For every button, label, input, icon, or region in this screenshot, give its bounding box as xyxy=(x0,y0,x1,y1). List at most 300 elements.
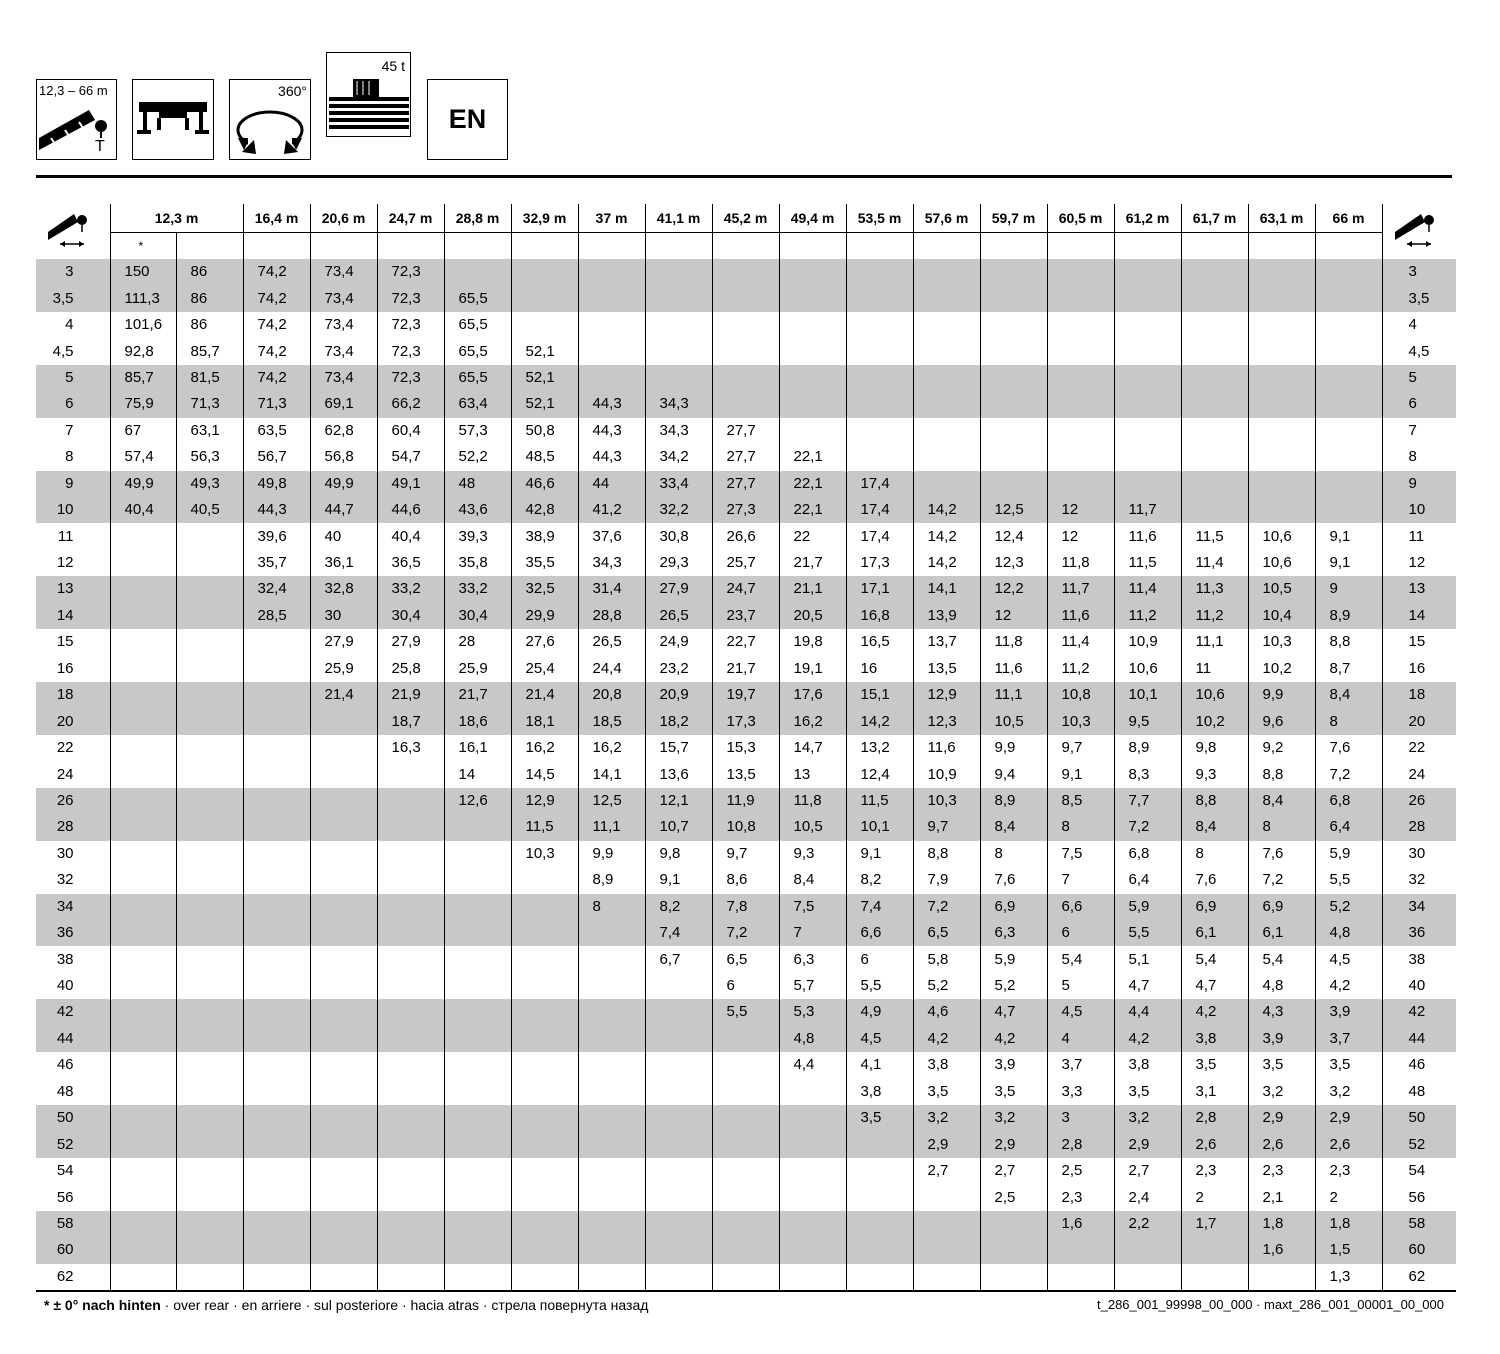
load-cell: 13,7 xyxy=(913,629,980,655)
load-cell: 62,8 xyxy=(310,418,377,444)
subheader-cell xyxy=(1047,232,1114,259)
table-row xyxy=(36,682,1456,708)
load-cell xyxy=(712,365,779,391)
subheader-cell xyxy=(1114,232,1181,259)
load-cell: 8,9 xyxy=(1315,603,1382,629)
load-cell xyxy=(176,1105,243,1131)
load-cell xyxy=(110,761,176,787)
load-cell xyxy=(846,1184,913,1210)
boom-length-header-9: 49,4 m xyxy=(779,204,846,232)
rotation-arrow-icon xyxy=(230,80,312,161)
load-cell xyxy=(1315,285,1382,311)
subheader-cell xyxy=(578,232,645,259)
load-cell: 16,2 xyxy=(511,735,578,761)
load-cell xyxy=(310,735,377,761)
load-cell xyxy=(980,365,1047,391)
load-cell: 6,4 xyxy=(1315,814,1382,840)
load-cell: 2,7 xyxy=(1114,1158,1181,1184)
load-cell: 17,4 xyxy=(846,523,913,549)
load-cell: 11,2 xyxy=(1181,603,1248,629)
load-cell xyxy=(444,1158,511,1184)
load-cell: 52,1 xyxy=(511,365,578,391)
load-cell xyxy=(1315,418,1382,444)
load-cell: 6 xyxy=(846,946,913,972)
load-cell: 72,3 xyxy=(377,259,444,285)
load-cell: 7,5 xyxy=(779,894,846,920)
radius-cell: 42 xyxy=(36,999,110,1025)
load-cell: 11,4 xyxy=(1047,629,1114,655)
load-cell: 8,8 xyxy=(1181,788,1248,814)
load-cell: 17,4 xyxy=(846,497,913,523)
load-cell xyxy=(110,682,176,708)
load-cell xyxy=(779,1079,846,1105)
load-cell xyxy=(176,603,243,629)
load-cell: 3,7 xyxy=(1315,1026,1382,1052)
load-cell: 2,9 xyxy=(913,1131,980,1157)
load-cell: 27,9 xyxy=(645,576,712,602)
load-cell: 24,7 xyxy=(712,576,779,602)
load-cell: 9,2 xyxy=(1248,735,1315,761)
load-cell xyxy=(1248,497,1315,523)
load-cell xyxy=(110,735,176,761)
load-cell: 3,8 xyxy=(1114,1052,1181,1078)
load-cell xyxy=(110,629,176,655)
load-cell: 3,8 xyxy=(1181,1026,1248,1052)
radius-cell-right: 4 xyxy=(1382,312,1456,338)
load-cell xyxy=(176,1052,243,1078)
load-cell: 52,1 xyxy=(511,338,578,364)
load-cell: 14,2 xyxy=(846,708,913,734)
load-cell: 10,4 xyxy=(1248,603,1315,629)
table-row xyxy=(36,471,1456,497)
radius-cell: 4 xyxy=(65,316,74,334)
load-cell xyxy=(846,312,913,338)
load-cell: 52,1 xyxy=(511,391,578,417)
load-cell: 2,8 xyxy=(1181,1105,1248,1131)
load-cell: 150 xyxy=(110,259,176,285)
load-cell xyxy=(377,1052,444,1078)
load-cell xyxy=(913,259,980,285)
load-cell xyxy=(1248,312,1315,338)
load-cell: 72,3 xyxy=(377,285,444,311)
load-cell: 26,5 xyxy=(645,603,712,629)
load-cell: 8,7 xyxy=(1315,656,1382,682)
load-cell xyxy=(578,259,645,285)
load-cell: 86 xyxy=(176,312,243,338)
load-cell: 20,5 xyxy=(779,603,846,629)
load-cell xyxy=(110,1052,176,1078)
load-cell xyxy=(243,1026,310,1052)
load-cell xyxy=(779,285,846,311)
boom-length-header-6: 37 m xyxy=(578,204,645,232)
load-cell xyxy=(846,285,913,311)
load-cell: 85,7 xyxy=(176,338,243,364)
load-cell: 4,8 xyxy=(1315,920,1382,946)
radius-cell: 10 xyxy=(36,497,110,523)
load-cell xyxy=(310,1052,377,1078)
load-cell xyxy=(980,391,1047,417)
load-cell xyxy=(846,391,913,417)
radius-cell-right: 50 xyxy=(1382,1105,1456,1131)
load-cell: 11,5 xyxy=(846,788,913,814)
load-cell xyxy=(511,1026,578,1052)
radius-cell-right: 16 xyxy=(1382,656,1456,682)
load-cell: 9,3 xyxy=(1181,761,1248,787)
load-cell xyxy=(913,471,980,497)
load-cell xyxy=(779,1158,846,1184)
load-cell: 17,1 xyxy=(846,576,913,602)
load-cell: 49,1 xyxy=(377,471,444,497)
load-cell xyxy=(310,867,377,893)
load-cell: 8,9 xyxy=(578,867,645,893)
load-cell: 6,5 xyxy=(712,946,779,972)
load-cell: 10,7 xyxy=(645,814,712,840)
load-cell xyxy=(712,312,779,338)
load-cell: 19,1 xyxy=(779,656,846,682)
load-cell: 10,8 xyxy=(712,814,779,840)
table-row xyxy=(36,391,1456,417)
load-cell xyxy=(1248,391,1315,417)
load-cell xyxy=(1047,418,1114,444)
load-cell xyxy=(444,1237,511,1263)
load-cell: 9,9 xyxy=(1248,682,1315,708)
load-cell: 11,6 xyxy=(1114,523,1181,549)
load-cell: 9,9 xyxy=(578,841,645,867)
load-cell xyxy=(110,973,176,999)
load-cell xyxy=(1315,391,1382,417)
radius-cell: 34 xyxy=(36,894,110,920)
radius-cell-right: 3 xyxy=(1382,259,1456,285)
load-cell xyxy=(377,867,444,893)
load-cell: 5,2 xyxy=(1315,894,1382,920)
load-cell xyxy=(578,1237,645,1263)
load-cell: 6,9 xyxy=(1181,894,1248,920)
load-cell: 22 xyxy=(779,523,846,549)
table-row xyxy=(36,603,1456,629)
load-cell: 9,6 xyxy=(1248,708,1315,734)
load-cell: 6,5 xyxy=(913,920,980,946)
load-cell: 11,6 xyxy=(913,735,980,761)
load-cell xyxy=(645,973,712,999)
load-cell: 21,1 xyxy=(779,576,846,602)
load-cell: 66,2 xyxy=(377,391,444,417)
load-cell xyxy=(110,999,176,1025)
load-cell xyxy=(310,788,377,814)
load-cell: 4,7 xyxy=(1181,973,1248,999)
load-cell: 39,6 xyxy=(243,523,310,549)
load-cell xyxy=(980,312,1047,338)
load-cell xyxy=(645,1158,712,1184)
load-cell xyxy=(377,946,444,972)
load-cell xyxy=(310,841,377,867)
load-cell xyxy=(578,1211,645,1237)
radius-cell: 44 xyxy=(36,1026,110,1052)
load-cell xyxy=(511,1079,578,1105)
load-cell xyxy=(1047,1237,1114,1263)
boom-length-header-5: 32,9 m xyxy=(511,204,578,232)
load-cell: 69,1 xyxy=(310,391,377,417)
load-cell xyxy=(444,1026,511,1052)
load-cell xyxy=(1047,391,1114,417)
load-cell: 10,3 xyxy=(1248,629,1315,655)
load-cell xyxy=(176,920,243,946)
load-cell: 25,4 xyxy=(511,656,578,682)
load-cell: 7,6 xyxy=(1181,867,1248,893)
load-cell: 8,3 xyxy=(1114,761,1181,787)
load-cell: 65,5 xyxy=(444,285,511,311)
load-cell: 10,6 xyxy=(1181,682,1248,708)
load-cell xyxy=(377,841,444,867)
load-cell: 49,3 xyxy=(176,471,243,497)
load-cell: 11,1 xyxy=(578,814,645,840)
load-cell xyxy=(645,1237,712,1263)
load-cell xyxy=(1114,391,1181,417)
load-cell xyxy=(110,1079,176,1105)
table-row xyxy=(36,576,1456,602)
load-cell: 3,5 xyxy=(913,1079,980,1105)
boom-length-header-1: 16,4 m xyxy=(243,204,310,232)
load-cell: 12 xyxy=(980,603,1047,629)
load-cell xyxy=(310,1105,377,1131)
load-cell xyxy=(110,1105,176,1131)
load-cell: 19,7 xyxy=(712,682,779,708)
load-cell: 12,9 xyxy=(511,788,578,814)
load-cell xyxy=(779,259,846,285)
load-cell: 36,1 xyxy=(310,550,377,576)
load-cell: 33,4 xyxy=(645,471,712,497)
radius-cell: 11 xyxy=(57,527,74,545)
load-cell xyxy=(712,1105,779,1131)
boom-length-header-0: 12,3 m xyxy=(110,204,243,232)
load-cell: 9,7 xyxy=(1047,735,1114,761)
load-cell: 27,3 xyxy=(712,497,779,523)
load-cell: 11,2 xyxy=(1047,656,1114,682)
outrigger-base-icon xyxy=(133,80,215,161)
load-cell: 14 xyxy=(444,761,511,787)
load-cell xyxy=(110,1158,176,1184)
load-cell: 12,1 xyxy=(645,788,712,814)
load-cell xyxy=(110,841,176,867)
load-cell xyxy=(511,894,578,920)
load-cell xyxy=(712,1158,779,1184)
load-cell: 11,6 xyxy=(980,656,1047,682)
load-cell: 44,3 xyxy=(578,418,645,444)
load-cell xyxy=(645,365,712,391)
load-cell xyxy=(1114,259,1181,285)
load-cell: 7,5 xyxy=(1047,841,1114,867)
load-cell: 2,9 xyxy=(1248,1105,1315,1131)
radius-cell-right: 5 xyxy=(1382,365,1456,391)
load-cell xyxy=(578,338,645,364)
load-cell xyxy=(578,1184,645,1210)
load-cell: 11,5 xyxy=(1181,523,1248,549)
load-cell xyxy=(310,708,377,734)
table-row xyxy=(36,418,1456,444)
table-row xyxy=(36,1105,1456,1131)
load-cell: 12,3 xyxy=(980,550,1047,576)
load-cell: 3,8 xyxy=(913,1052,980,1078)
load-cell xyxy=(846,444,913,470)
load-cell: 7 xyxy=(1047,867,1114,893)
load-cell xyxy=(712,1052,779,1078)
load-cell: 5,5 xyxy=(712,999,779,1025)
load-cell xyxy=(779,1237,846,1263)
load-cell: 29,9 xyxy=(511,603,578,629)
load-cell xyxy=(1248,338,1315,364)
load-cell xyxy=(511,999,578,1025)
load-cell: 30,4 xyxy=(444,603,511,629)
load-cell xyxy=(243,1211,310,1237)
load-cell: 9 xyxy=(1315,576,1382,602)
load-cell xyxy=(511,1052,578,1078)
load-cell: 5 xyxy=(1047,973,1114,999)
load-cell: 11,2 xyxy=(1114,603,1181,629)
load-cell: 6 xyxy=(1047,920,1114,946)
load-cell xyxy=(444,894,511,920)
load-cell: 10,9 xyxy=(1114,629,1181,655)
load-cell: 7,2 xyxy=(1248,867,1315,893)
load-cell xyxy=(1047,1264,1114,1291)
load-cell xyxy=(1114,338,1181,364)
radius-cell-right: 38 xyxy=(1382,946,1456,972)
load-cell xyxy=(176,788,243,814)
radius-cell-right: 14 xyxy=(1382,603,1456,629)
load-cell xyxy=(377,788,444,814)
radius-cell-right: 44 xyxy=(1382,1026,1456,1052)
load-cell: 2,7 xyxy=(913,1158,980,1184)
radius-cell-right: 36 xyxy=(1382,920,1456,946)
radius-cell-right: 20 xyxy=(1382,708,1456,734)
load-cell: 75,9 xyxy=(110,391,176,417)
load-cell xyxy=(310,973,377,999)
subheader-cell xyxy=(779,232,846,259)
load-cell xyxy=(846,338,913,364)
load-cell: 65,5 xyxy=(444,312,511,338)
load-cell xyxy=(712,1184,779,1210)
boom-length-header-13: 60,5 m xyxy=(1047,204,1114,232)
load-cell: 12,4 xyxy=(846,761,913,787)
load-cell: 38,9 xyxy=(511,523,578,549)
load-cell: 10,5 xyxy=(980,708,1047,734)
load-cell xyxy=(243,1237,310,1263)
radius-cell: 20 xyxy=(36,708,110,734)
load-cell: 11,7 xyxy=(1047,576,1114,602)
load-cell xyxy=(377,920,444,946)
radius-cell: 12 xyxy=(56,554,74,572)
load-cell xyxy=(1315,312,1382,338)
radius-cell-right: 4,5 xyxy=(1382,338,1456,364)
load-cell xyxy=(913,1211,980,1237)
load-cell xyxy=(1248,365,1315,391)
load-cell xyxy=(110,708,176,734)
radius-cell-right: 30 xyxy=(1382,841,1456,867)
load-cell xyxy=(176,656,243,682)
load-cell: 4,2 xyxy=(1315,973,1382,999)
radius-cell: 8 xyxy=(65,448,74,466)
load-cell xyxy=(1248,418,1315,444)
slewing-icon xyxy=(229,79,311,160)
load-cell xyxy=(913,418,980,444)
table-row xyxy=(36,894,1456,920)
load-cell: 16,8 xyxy=(846,603,913,629)
load-cell xyxy=(176,973,243,999)
load-cell xyxy=(511,312,578,338)
load-cell: 7,6 xyxy=(1315,735,1382,761)
load-cell: 71,3 xyxy=(176,391,243,417)
load-cell: 4,7 xyxy=(980,999,1047,1025)
load-cell xyxy=(712,1026,779,1052)
load-cell xyxy=(1114,312,1181,338)
radius-cell: 38 xyxy=(56,950,74,968)
boom-length-header-4: 28,8 m xyxy=(444,204,511,232)
load-cell xyxy=(1181,285,1248,311)
load-cell: 21,7 xyxy=(444,682,511,708)
load-cell xyxy=(1047,285,1114,311)
load-cell: 8 xyxy=(1047,814,1114,840)
radius-cell-right: 40 xyxy=(1382,973,1456,999)
load-cell xyxy=(110,1184,176,1210)
radius-cell: 14 xyxy=(36,603,110,629)
radius-cell-right: 12 xyxy=(1382,550,1456,576)
load-cell xyxy=(444,1184,511,1210)
load-cell: 10,6 xyxy=(1248,523,1315,549)
load-cell: 49,8 xyxy=(243,471,310,497)
radius-cell: 3,5 xyxy=(36,285,110,311)
load-cell: 22,7 xyxy=(712,629,779,655)
load-cell xyxy=(645,1131,712,1157)
radius-cell-right: 18 xyxy=(1382,682,1456,708)
load-cell: 34,3 xyxy=(645,391,712,417)
load-cell: 14,1 xyxy=(578,761,645,787)
load-cell: 25,9 xyxy=(310,656,377,682)
load-cell: 1,8 xyxy=(1315,1211,1382,1237)
radius-cell: 60 xyxy=(36,1237,110,1263)
load-cell: 25,7 xyxy=(712,550,779,576)
boom-length-header-3: 24,7 m xyxy=(377,204,444,232)
load-cell xyxy=(712,1211,779,1237)
load-cell xyxy=(1315,471,1382,497)
load-cell xyxy=(779,1131,846,1157)
table-row xyxy=(36,444,1456,470)
load-cell xyxy=(578,946,645,972)
load-cell: 12,3 xyxy=(913,708,980,734)
load-cell xyxy=(110,1211,176,1237)
load-cell xyxy=(846,1211,913,1237)
load-cell xyxy=(110,603,176,629)
load-cell xyxy=(243,973,310,999)
load-cell: 3,2 xyxy=(913,1105,980,1131)
load-cell: 111,3 xyxy=(110,285,176,311)
load-cell xyxy=(176,841,243,867)
load-cell xyxy=(846,418,913,444)
load-cell xyxy=(913,444,980,470)
footnote-bold: * ± 0° nach hinten xyxy=(44,1297,161,1313)
slew-label: 360° xyxy=(278,83,307,99)
load-cell xyxy=(846,259,913,285)
load-cell xyxy=(243,682,310,708)
load-cell: 8 xyxy=(1315,708,1382,734)
load-cell xyxy=(1315,444,1382,470)
load-cell: 7,9 xyxy=(913,867,980,893)
load-cell: 1,3 xyxy=(1315,1264,1382,1291)
load-cell xyxy=(511,1237,578,1263)
subheader-cell xyxy=(913,232,980,259)
load-cell xyxy=(578,999,645,1025)
radius-cell-right: 3,5 xyxy=(1382,285,1456,311)
load-cell xyxy=(913,285,980,311)
load-cell xyxy=(377,1079,444,1105)
load-cell: 35,7 xyxy=(243,550,310,576)
